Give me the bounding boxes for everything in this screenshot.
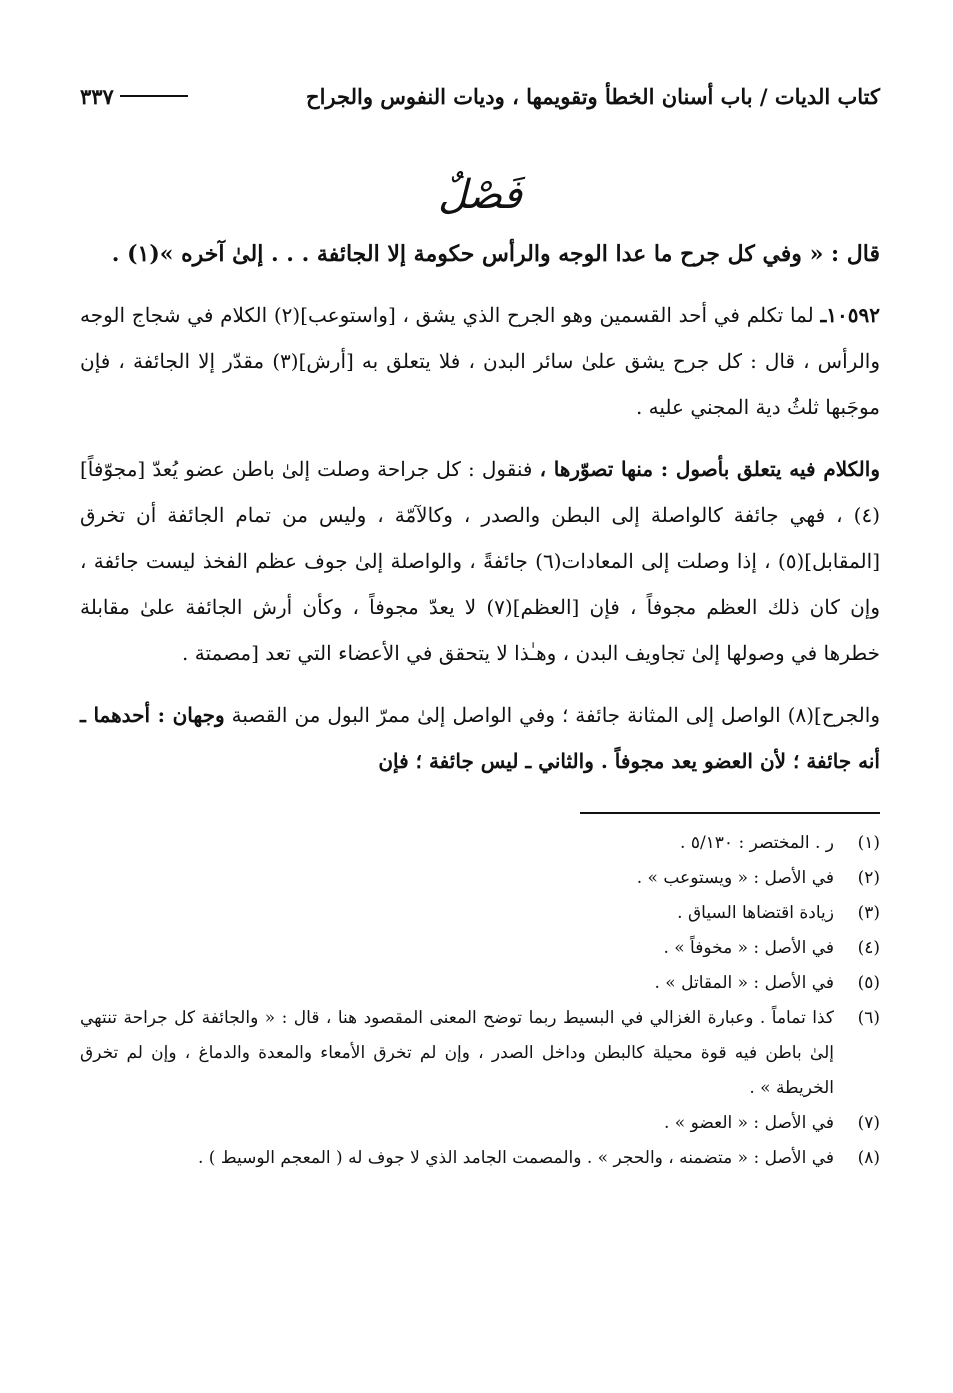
footnote-number: (٢) [857,868,880,888]
footnote-number: (٥) [857,973,880,993]
footnote-text: ر . المختصر : ٥/١٣٠ . [680,833,834,853]
footnotes [80,826,880,1176]
footnote [80,931,880,966]
page-number-group [80,84,194,109]
footnote [80,861,880,896]
footnote-number: (٤) [857,938,880,958]
section-heading: فَصْلٌ [437,172,523,218]
footnote-number: (٨) [857,1148,880,1168]
footnote [80,1141,880,1176]
footnote [80,1106,880,1141]
footnote-text: في الأصل : « متضمنه ، والحجر » . والمصمت الجامد الذي لا جوف له ( المعجم الوسيط ) . [197,1148,834,1168]
document-page [80,70,880,1370]
paragraph-1 [80,292,880,430]
running-header [80,70,880,122]
footnote-number: (٣) [857,903,880,923]
paragraph-text: فنقول : كل جراحة وصلت إلىٰ باطن عضو يُعدّ [مجوّفاً](٤) ، فهي جائفة كالواصلة إلى البطن والصدر ، وكالآمّة ، وليس من تمام الجائفة أن تخرق [المقابل](٥) ، إذا وصلت إلى المعادات(٦) جائفةً ، والواصلة إلىٰ جوف عظم الفخذ ليست جائفة ، وإن كان ذلك العظم مجوفاً ، فإن [العظم](٧) لا يعدّ مجوفاً ، وكأن أرش الجائفة علىٰ مقابلة خطرها في وصولها إلىٰ تجاويف البدن ، وهـٰذا لا يتحقق في الأعضاء التي تعد [مصمتة . [80,457,880,665]
footnote [80,1001,880,1106]
footnote-text: في الأصل : « مخوفاً » . [663,938,834,958]
footnote-text: في الأصل : « ويستوعب » . [636,868,834,888]
paragraph-text: لما تكلم في أحد القسمين وهو الجرح الذي يشق ، [واستوعب](٢) الكلام في شجاج الوجه والرأس ، قال : كل جرح يشق علىٰ سائر البدن ، فلا يتعلق به [أرش](٣) مقدّر إلا الجائفة ، فإن موجَبها ثلثُ دية المجني عليه . [80,303,880,419]
paragraph-2 [80,446,880,676]
paragraph-text: والجرح](٨) الواصل إلى المثانة جائفة ؛ وفي الواصل إلىٰ ممرّ البول من القصبة [231,703,880,727]
page-number: ٣٣٧ [80,83,114,109]
header-rule [120,95,188,97]
footnote [80,966,880,1001]
paragraph-bold-tail: وجهان : أحدهما ـ أنه جائفة ؛ لأن العضو يعد مجوفاً . والثاني ـ ليس جائفة ؛ فإن [80,703,880,773]
footnote [80,826,880,861]
footnote-text: في الأصل : « المقاتل » . [654,973,834,993]
footnote-text: في الأصل : « العضو » . [663,1113,834,1133]
footnote-number: (٦) [857,1008,880,1028]
running-title: كتاب الديات / باب أسنان الخطأ وتقويمها ، وديات النفوس والجراح [306,83,880,109]
footnote-number: (١) [857,833,880,853]
footnote-number: (٧) [857,1113,880,1133]
paragraph-lead: والكلام فيه يتعلق بأصول : منها تصوّرها ، [539,457,880,481]
footnote-text: كذا تماماً . وعبارة الغزالي في البسيط ربما توضح المعنى المقصود هنا ، قال : « والجائفة كل جراحة تنتهي إلىٰ باطن فيه قوة محيلة كالبطن وداخل الصدر ، وإن لم تخرق الأمعاء والمعدة والدماغ ، وإن لم تخرق الخريطة » . [80,1008,835,1098]
quoted-text: قال : « وفي كل جرح ما عدا الوجه والرأس حكومة إلا الجائفة . . . إلىٰ آخره »(١) . [111,241,880,267]
footnote-rule [580,812,880,814]
footnote-text: زيادة اقتضاها السياق . [677,903,834,923]
footnote [80,896,880,931]
paragraph-number: ١٠٥٩٢ـ [820,303,881,327]
paragraph-3 [80,692,880,784]
